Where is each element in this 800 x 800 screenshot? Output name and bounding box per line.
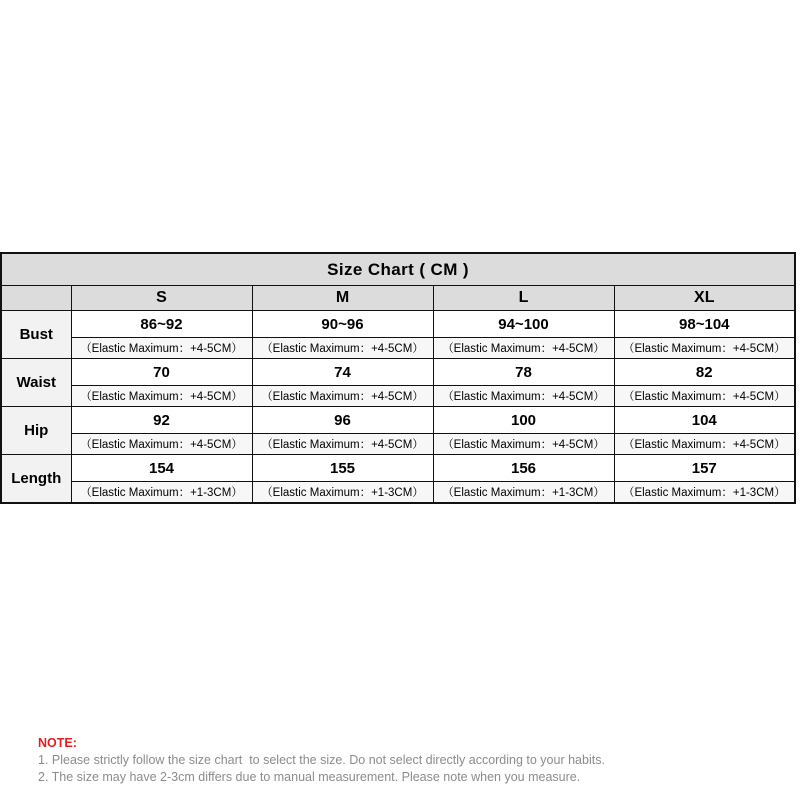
cell-hip-xl: 104 xyxy=(614,407,795,434)
cell-hip-s: 92 xyxy=(71,407,252,434)
row-label-length: Length xyxy=(1,455,71,504)
cell-waist-s: 70 xyxy=(71,359,252,386)
cell-length-xl: 157 xyxy=(614,455,795,482)
note-line-1: 1. Please strictly follow the size chart to select the size. Do not select directly according to your habits. xyxy=(38,753,605,767)
row-label-waist: Waist xyxy=(1,359,71,407)
cell-waist-l: 78 xyxy=(433,359,614,386)
table-title-row xyxy=(1,253,795,286)
note-line-2: 2. The size may have 2-3cm differs due to manual measurement. Please note when you measure. xyxy=(38,769,581,784)
row-label-bust: Bust xyxy=(1,311,71,359)
header-size-xl: XL xyxy=(614,286,795,311)
note-length-l: （Elastic Maximum：+1-3CM） xyxy=(433,482,614,504)
cell-hip-l: 100 xyxy=(433,407,614,434)
header-size-s: S xyxy=(71,286,252,311)
cell-waist-m: 74 xyxy=(252,359,433,386)
size-chart-container xyxy=(0,252,796,504)
cell-hip-m: 96 xyxy=(252,407,433,434)
note-bust-s: （Elastic Maximum：+4-5CM） xyxy=(71,338,252,359)
cell-waist-xl: 82 xyxy=(614,359,795,386)
table-row-waist-note xyxy=(1,386,795,407)
note-bust-m: （Elastic Maximum：+4-5CM） xyxy=(252,338,433,359)
note-bust-xl: （Elastic Maximum：+4-5CM） xyxy=(614,338,795,359)
table-row-hip-note xyxy=(1,434,795,455)
header-corner-cell xyxy=(1,286,71,311)
header-size-l: L xyxy=(433,286,614,311)
cell-length-m: 155 xyxy=(252,455,433,482)
cell-bust-s: 86~92 xyxy=(71,311,252,338)
note-waist-l: （Elastic Maximum：+4-5CM） xyxy=(433,386,614,407)
row-label-hip: Hip xyxy=(1,407,71,455)
note-hip-s: （Elastic Maximum：+4-5CM） xyxy=(71,434,252,455)
note-waist-m: （Elastic Maximum：+4-5CM） xyxy=(252,386,433,407)
size-chart-title: Size Chart ( CM ) xyxy=(1,253,795,286)
note-hip-l: （Elastic Maximum：+4-5CM） xyxy=(433,434,614,455)
table-header-row xyxy=(1,286,795,311)
note-waist-s: （Elastic Maximum：+4-5CM） xyxy=(71,386,252,407)
note-hip-xl: （Elastic Maximum：+4-5CM） xyxy=(614,434,795,455)
table-row-length-value xyxy=(1,455,795,482)
table-row-bust-value xyxy=(1,311,795,338)
note-waist-xl: （Elastic Maximum：+4-5CM） xyxy=(614,386,795,407)
cell-bust-xl: 98~104 xyxy=(614,311,795,338)
note-title: NOTE: xyxy=(38,736,77,750)
cell-bust-m: 90~96 xyxy=(252,311,433,338)
note-length-s: （Elastic Maximum：+1-3CM） xyxy=(71,482,252,504)
cell-length-s: 154 xyxy=(71,455,252,482)
note-length-xl: （Elastic Maximum：+1-3CM） xyxy=(614,482,795,504)
table-row-hip-value xyxy=(1,407,795,434)
cell-bust-l: 94~100 xyxy=(433,311,614,338)
table-row-bust-note xyxy=(1,338,795,359)
table-row-waist-value xyxy=(1,359,795,386)
note-bust-l: （Elastic Maximum：+4-5CM） xyxy=(433,338,614,359)
table-row-length-note xyxy=(1,482,795,504)
note-section xyxy=(38,736,758,785)
header-size-m: M xyxy=(252,286,433,311)
note-hip-m: （Elastic Maximum：+4-5CM） xyxy=(252,434,433,455)
size-chart-table xyxy=(0,252,796,504)
note-length-m: （Elastic Maximum：+1-3CM） xyxy=(252,482,433,504)
cell-length-l: 156 xyxy=(433,455,614,482)
